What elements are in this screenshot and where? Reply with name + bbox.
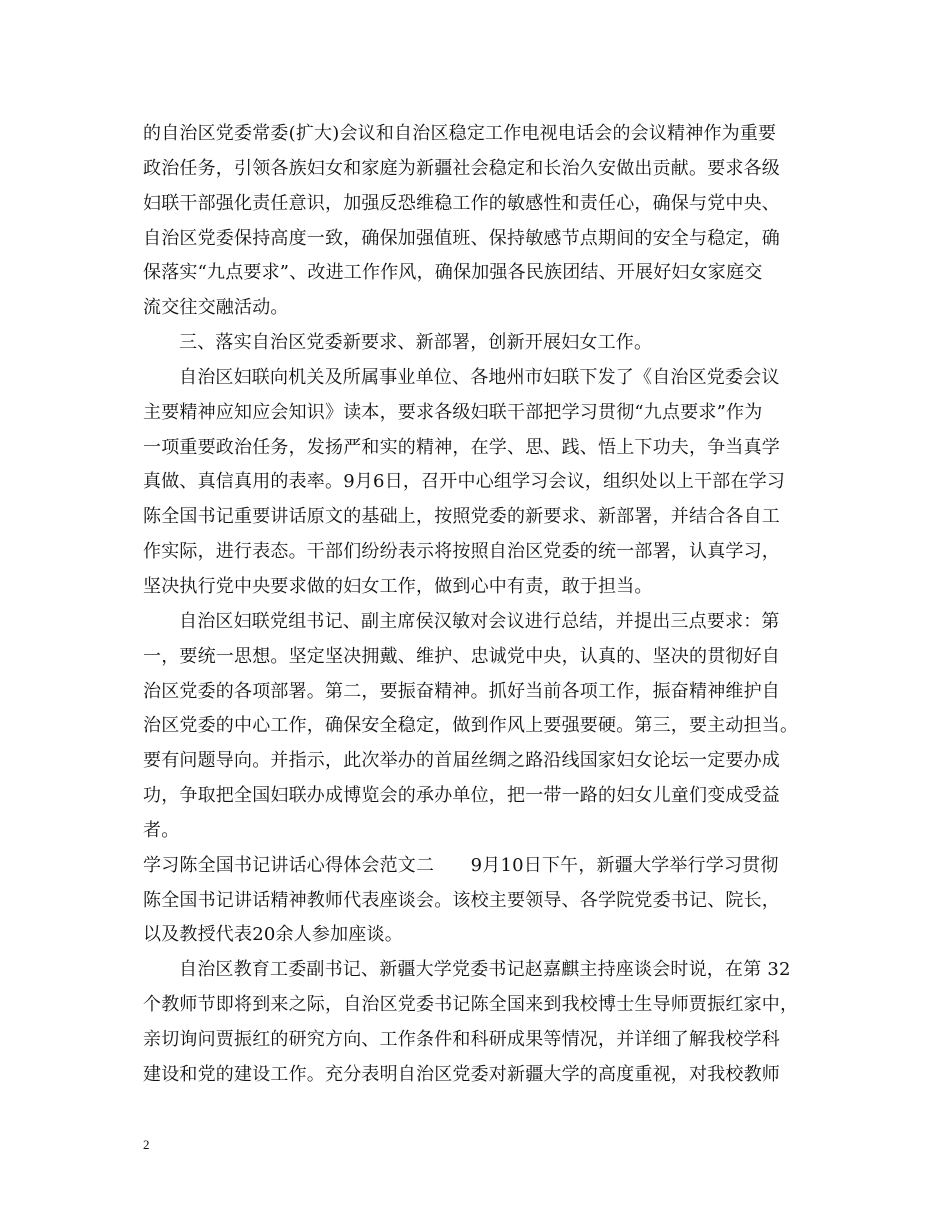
section-heading: 三、落实自治区党委新要求、新部署，创新开展妇女工作。	[179, 332, 653, 354]
text-line: 个教师节即将到来之际，自治区党委书记陈全国来到我校博士生导师贾振红家中，	[143, 994, 799, 1016]
text-line: 一项重要政治任务，发扬严和实的精神，在学、思、践、悟上下功夫，争当真学	[143, 436, 780, 458]
text-line: 亲切询问贾振红的研究方向、工作条件和科研成果等情况，并详细了解我校学科	[143, 1028, 780, 1050]
text-line: 治区党委的各项部署。第二，要振奋精神。抓好当前各项工作，振奋精神维护自	[143, 680, 780, 702]
page-number: 2	[143, 1137, 150, 1152]
text-line: 主要精神应知应会知识》读本，要求各级妇联干部把学习贯彻“九点要求”作为	[143, 401, 763, 423]
document-body	[143, 117, 823, 1093]
text-line: 自治区教育工委副书记、新疆大学党委书记赵嘉麒主持座谈会时说，在第 32	[179, 959, 791, 981]
text-line: 保落实“九点要求”、改进工作作风，确保加强各民族团结、开展好妇女家庭交	[143, 262, 763, 284]
text-line: 自治区妇联党组书记、副主席侯汉敏对会议进行总结，并提出三点要求：第	[179, 610, 780, 632]
text-line: 的自治区党委常委(扩大)会议和自治区稳定工作电视电话会的会议精神作为重要	[143, 123, 777, 144]
text-line: 陈全国书记讲话精神教师代表座谈会。该校主要领导、各学院党委书记、院长，	[143, 889, 780, 911]
text-line: 流交往交融活动。	[143, 297, 289, 319]
text-line: 治区党委的中心工作，确保安全稳定，做到作风上要强要硬。第三，要主动担当。	[143, 715, 799, 737]
text-line: 一，要统一思想。坚定坚决拥戴、维护、忠诚党中央，认真的、坚决的贯彻好自	[143, 645, 780, 667]
text-line: 陈全国书记重要讲话原文的基础上，按照党委的新要求、新部署，并结合各自工	[143, 506, 780, 528]
text-line: 自治区党委保持高度一致，确保加强值班、保持敏感节点期间的安全与稳定，确	[143, 227, 780, 249]
text-line: 坚决执行党中央要求做的妇女工作，做到心中有责，敢于担当。	[143, 575, 653, 597]
text-line: 自治区妇联向机关及所属事业单位、各地州市妇联下发了《自治区党委会议	[179, 366, 780, 388]
text-line: 以及教授代表20余人参加座谈。	[143, 924, 403, 946]
text-line: 真做、真信真用的表率。9月6日，召开中心组学习会议，组织处以上干部在学习	[143, 471, 786, 493]
text-line: 者。	[143, 819, 180, 841]
text-line: 功，争取把全国妇联办成博览会的承办单位，把一带一路的妇女儿童们变成受益	[143, 785, 780, 807]
text-line: 学习陈全国书记讲话心得体会范文二 9月10日下午，新疆大学举行学习贯彻	[143, 854, 779, 876]
text-line: 要有问题导向。并指示，此次举办的首届丝绸之路沿线国家妇女论坛一定要办成	[143, 750, 780, 772]
text-line: 建设和党的建设工作。充分表明自治区党委对新疆大学的高度重视，对我校教师	[143, 1063, 780, 1085]
text-line: 妇联干部强化责任意识，加强反恐维稳工作的敏感性和责任心，确保与党中央、	[143, 192, 780, 214]
text-line: 政治任务，引领各族妇女和家庭为新疆社会稳定和长治久安做出贡献。要求各级	[143, 157, 780, 179]
text-line: 作实际，进行表态。干部们纷纷表示将按照自治区党委的统一部署，认真学习，	[143, 541, 780, 563]
